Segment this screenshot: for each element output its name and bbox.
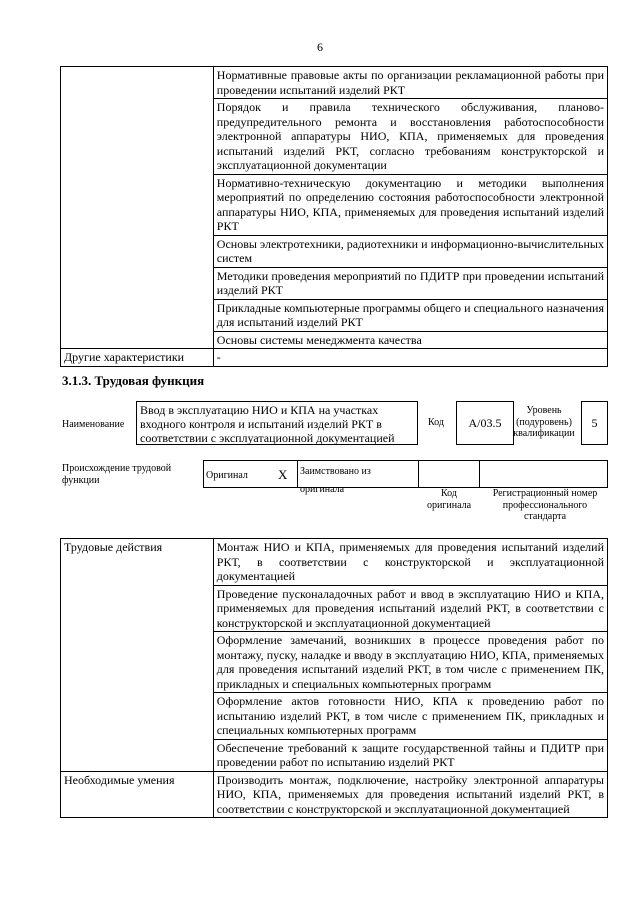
original-cell: [203, 460, 298, 488]
labor-actions-label: Трудовые действия: [61, 539, 214, 772]
knowledge-label-cell: [61, 67, 214, 349]
original-code-cell: [418, 460, 480, 488]
skill-item: Производить монтаж, подключение, настройку электронной аппаратуры НИО, КПА, применяемых для проведения испытаний изделий РКТ, в соответствии с конструкторской и эксплуатационной документацией: [213, 771, 607, 818]
labor-action-item: Оформление замечаний, возникших в процессе проведения работ по монтажу, пуску, наладке и вводу в эксплуатацию НИО, КПА, применяемых для проведения испытаний изделий РКТ, в том числе с применением ПК, прикладных и специальных компьютерных программ: [213, 632, 607, 693]
function-name: Ввод в эксплуатацию НИО и КПА на участках входного контроля и испытаний изделий РКТ в соответствии с эксплуатационной документацией: [140, 403, 395, 445]
knowledge-item: Нормативные правовые акты по организации рекламационной работы при проведении испытаний изделий РКТ: [213, 67, 607, 99]
other-characteristics-value: -: [213, 349, 607, 367]
reg-number-caption: Регистрационный номер профессионального стандарта: [492, 488, 598, 522]
code-value: A/03.5: [456, 401, 514, 445]
origin-label: Происхождение трудовой функции: [62, 463, 172, 486]
knowledge-item: Основы электротехники, радиотехники и информационно-вычислительных систем: [213, 235, 607, 267]
original-code-caption: Код оригинала: [426, 488, 472, 511]
labor-action-item: Оформление актов готовности НИО, КПА к проведению работ по испытанию изделий РКТ, в том числе с применением ПК, прикладных и специальных компьютерных программ: [213, 693, 607, 740]
skills-label: Необходимые умения: [61, 771, 214, 818]
function-name-box: [136, 401, 418, 445]
original-mark: X: [278, 467, 288, 482]
code-label: Код: [428, 417, 444, 428]
knowledge-item: Основы системы менеджмента качества: [213, 331, 607, 349]
labor-action-item: Монтаж НИО и КПА, применяемых для проведения испытаний изделий РКТ, в соответствии с конструкторской и эксплуатационной документацией: [213, 539, 607, 586]
borrowed-cell: [297, 460, 419, 495]
original-label: Оригинал: [206, 470, 248, 481]
knowledge-item: Методики проведения мероприятий по ПДИТР при проведении испытаний изделий РКТ: [213, 267, 607, 299]
labor-action-item: Обеспечение требований к защите государственной тайны и ПДИТР при проведении работ по испытанию изделий РКТ: [213, 739, 607, 771]
knowledge-item: Порядок и правила технического обслуживания, планово-предупредительного ремонта и восстановления работоспособности электронной аппаратуры НИО, КПА, применяемых для проведения испытаний изделий РКТ, согласно требованиям конструкторской и эксплуатационной документации: [213, 99, 607, 175]
qualification-level-label: Уровень (подуровень) квалификации: [513, 405, 575, 439]
reg-number-cell: [479, 460, 608, 488]
name-label: Наименование: [62, 419, 125, 430]
labor-actions-table: [60, 538, 608, 818]
borrowed-label: Заимствовано из оригинала: [300, 466, 371, 495]
section-heading: 3.1.3. Трудовая функция: [62, 373, 205, 388]
knowledge-item: Прикладные компьютерные программы общего и специального назначения для испытаний изделий РКТ: [213, 299, 607, 331]
knowledge-table: [60, 66, 608, 367]
other-characteristics-label: Другие характеристики: [61, 349, 214, 367]
knowledge-item: Нормативно-техническую документацию и методики выполнения мероприятий по определению состояния работоспособности электронной аппаратуры НИО, КПА, применяемых для проведения испытаний изделий РКТ: [213, 174, 607, 235]
page-number: 6: [317, 40, 323, 54]
qualification-level-value: 5: [581, 401, 608, 445]
labor-action-item: Проведение пусконаладочных работ и ввод в эксплуатацию НИО и КПА, применяемых для проведения испытаний изделий РКТ, в соответствии с конструкторской и эксплуатационной документацией: [213, 585, 607, 632]
